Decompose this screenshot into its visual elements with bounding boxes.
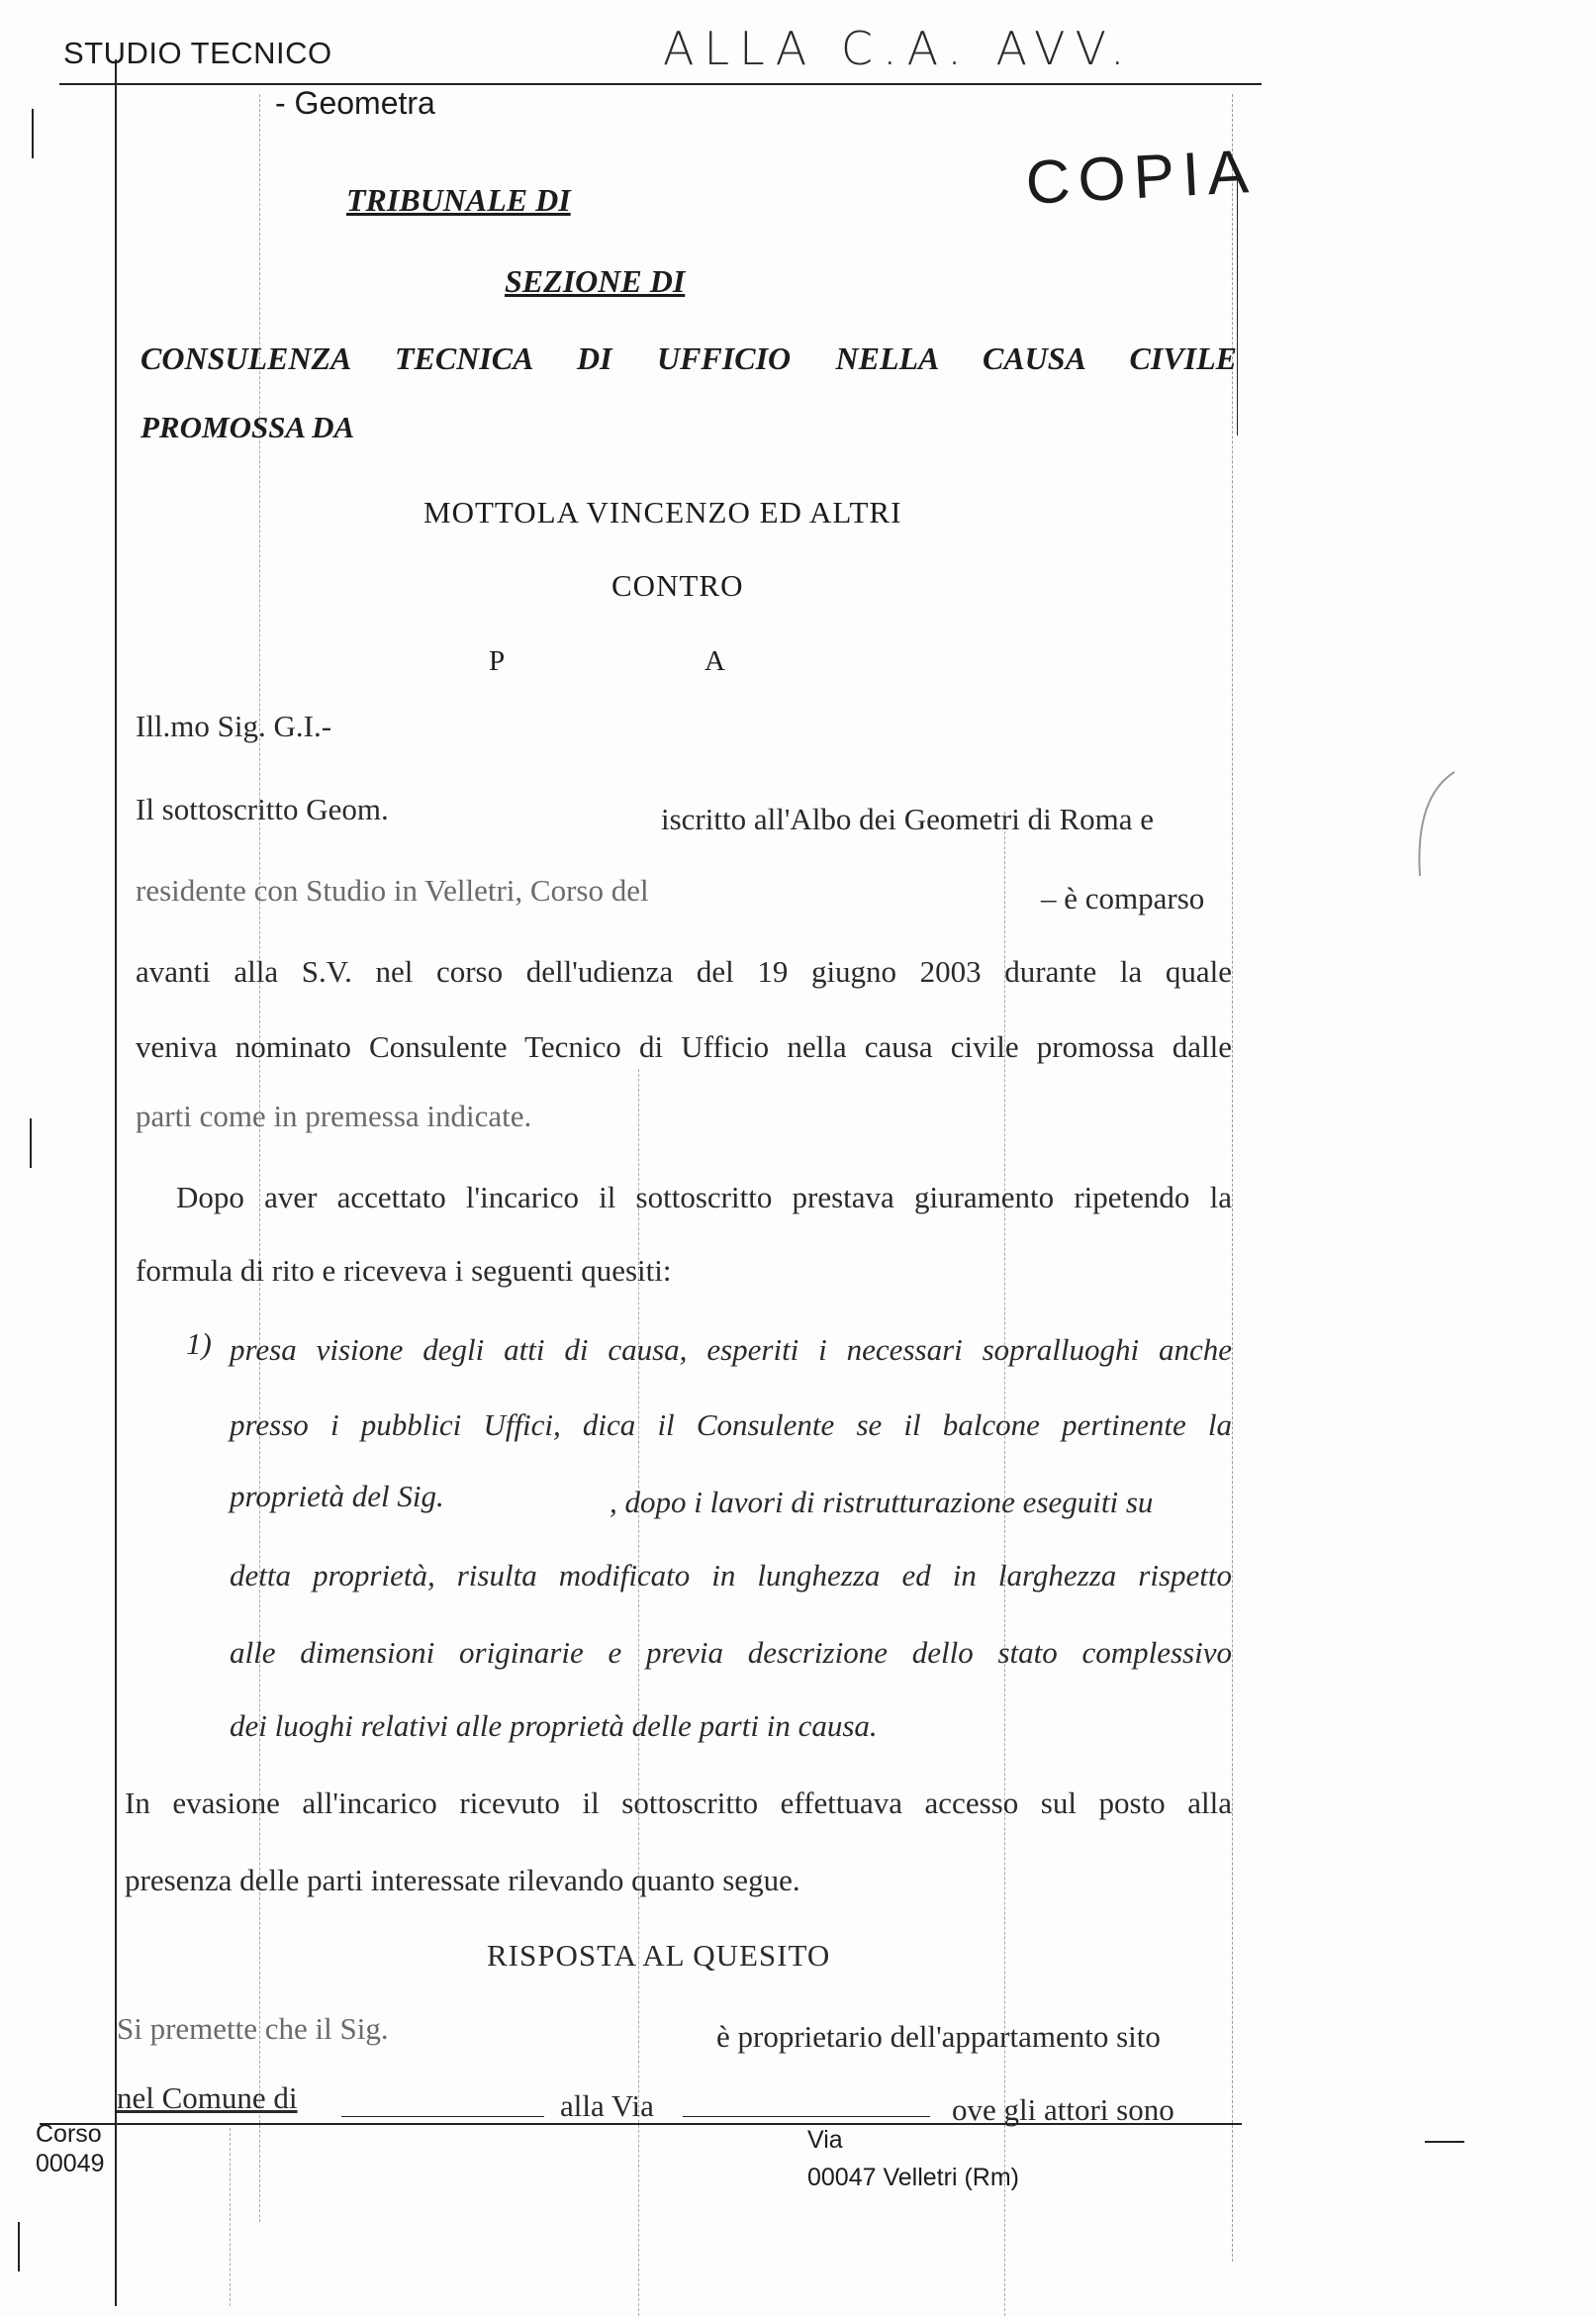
footer-rule (40, 2123, 1242, 2125)
paragraph-1-line-1b: iscritto all'Albo dei Geometri di Roma e (661, 802, 1155, 836)
sezione-heading: SEZIONE DI (505, 263, 686, 299)
paragraph-4-line-1b: è proprietario dell'appartamento sito (716, 2019, 1161, 2054)
paragraph-2-line-2: formula di rito e riceveva i seguenti quesiti: (136, 1253, 672, 1288)
blank-fill-line (683, 2116, 930, 2117)
column-guide (1232, 94, 1233, 2262)
paragraph-4-line-2c: ove gli attori sono (952, 2092, 1174, 2127)
scan-mark (32, 109, 34, 158)
left-margin-rule (115, 59, 117, 2306)
studio-name: STUDIO TECNICO (63, 36, 332, 70)
question-line-4: detta proprietà, risulta modificato in lunghezza ed in larghezza rispetto (230, 1558, 1232, 1592)
studio-role: - Geometra (275, 85, 435, 121)
paragraph-3-line-2: presenza delle parti interessate rilevando quanto segue. (125, 1863, 800, 1897)
letterhead-rule (59, 83, 1262, 85)
ctu-title-line1: CONSULENZA TECNICA DI UFFICIO NELLA CAUSA CIVILE (141, 340, 1237, 376)
footer-right-line-2: 00047 Velletri (Rm) (807, 2164, 1019, 2191)
paragraph-1-line-1a: Il sottoscritto Geom. (136, 792, 389, 826)
handwritten-note: ALLA C.A. AVV. (663, 22, 1135, 75)
paragraph-1-line-4: veniva nominato Consulente Tecnico di Ufficio nella causa civile promossa dalle (136, 1029, 1232, 1064)
paragraph-2-line-1: Dopo aver accettato l'incarico il sottoscritto prestava giuramento ripetendo la (176, 1180, 1232, 1214)
question-line-1: presa visione degli atti di causa, esperiti i necessari sopralluoghi anche (230, 1332, 1232, 1367)
paragraph-1-line-3: avanti alla S.V. nel corso dell'udienza del 19 giugno 2003 durante la quale (136, 954, 1232, 989)
scan-mark (1425, 2141, 1464, 2143)
question-line-6: dei luoghi relativi alle proprietà delle parti in causa. (230, 1708, 878, 1743)
footer-right-line-1: Via (807, 2126, 843, 2154)
column-guide (230, 2128, 231, 2306)
plaintiffs: MOTTOLA VINCENZO ED ALTRI (423, 495, 902, 530)
paragraph-1-line-2b: – è comparso (1041, 881, 1205, 916)
ctu-title-line2: PROMOSSA DA (141, 410, 355, 444)
question-line-3a: proprietà del Sig. (230, 1479, 444, 1513)
question-number: 1) (186, 1326, 212, 1361)
risposta-heading: RISPOSTA AL QUESITO (487, 1938, 831, 1973)
paragraph-1-line-2a: residente con Studio in Velletri, Corso del (136, 873, 649, 908)
salutation: Ill.mo Sig. G.I.- (136, 709, 332, 743)
contro-label: CONTRO (611, 568, 744, 603)
defendant-initial-p: P (489, 645, 506, 677)
paragraph-1-line-5: parti come in premessa indicate. (136, 1099, 532, 1133)
scan-smudge (1405, 767, 1464, 886)
paragraph-4-line-2a: nel Comune di (117, 2080, 298, 2115)
paragraph-4-line-2b: alla Via (560, 2088, 654, 2123)
footer-left-line-1: Corso (36, 2120, 102, 2148)
paragraph-4-line-1a: Si premette che il Sig. (117, 2011, 389, 2046)
question-line-3b: , dopo i lavori di ristrutturazione eseguiti su (610, 1485, 1154, 1519)
question-line-5: alle dimensioni originarie e previa descrizione dello stato complessivo (230, 1635, 1232, 1670)
defendant-initial-a: A (704, 645, 725, 677)
question-line-2: presso i pubblici Uffici, dica il Consulente se il balcone pertinente la (230, 1407, 1232, 1442)
footer-left-line-2: 00049 (36, 2150, 105, 2177)
scan-mark (18, 2222, 20, 2271)
blank-fill-line (341, 2116, 544, 2117)
right-margin-rule (1237, 178, 1238, 435)
paragraph-3-line-1: In evasione all'incarico ricevuto il sottoscritto effettuava accesso sul posto alla (125, 1785, 1232, 1820)
copy-stamp: COPIA (1024, 137, 1259, 218)
scan-mark (30, 1118, 32, 1168)
tribunale-heading: TRIBUNALE DI (346, 182, 571, 218)
